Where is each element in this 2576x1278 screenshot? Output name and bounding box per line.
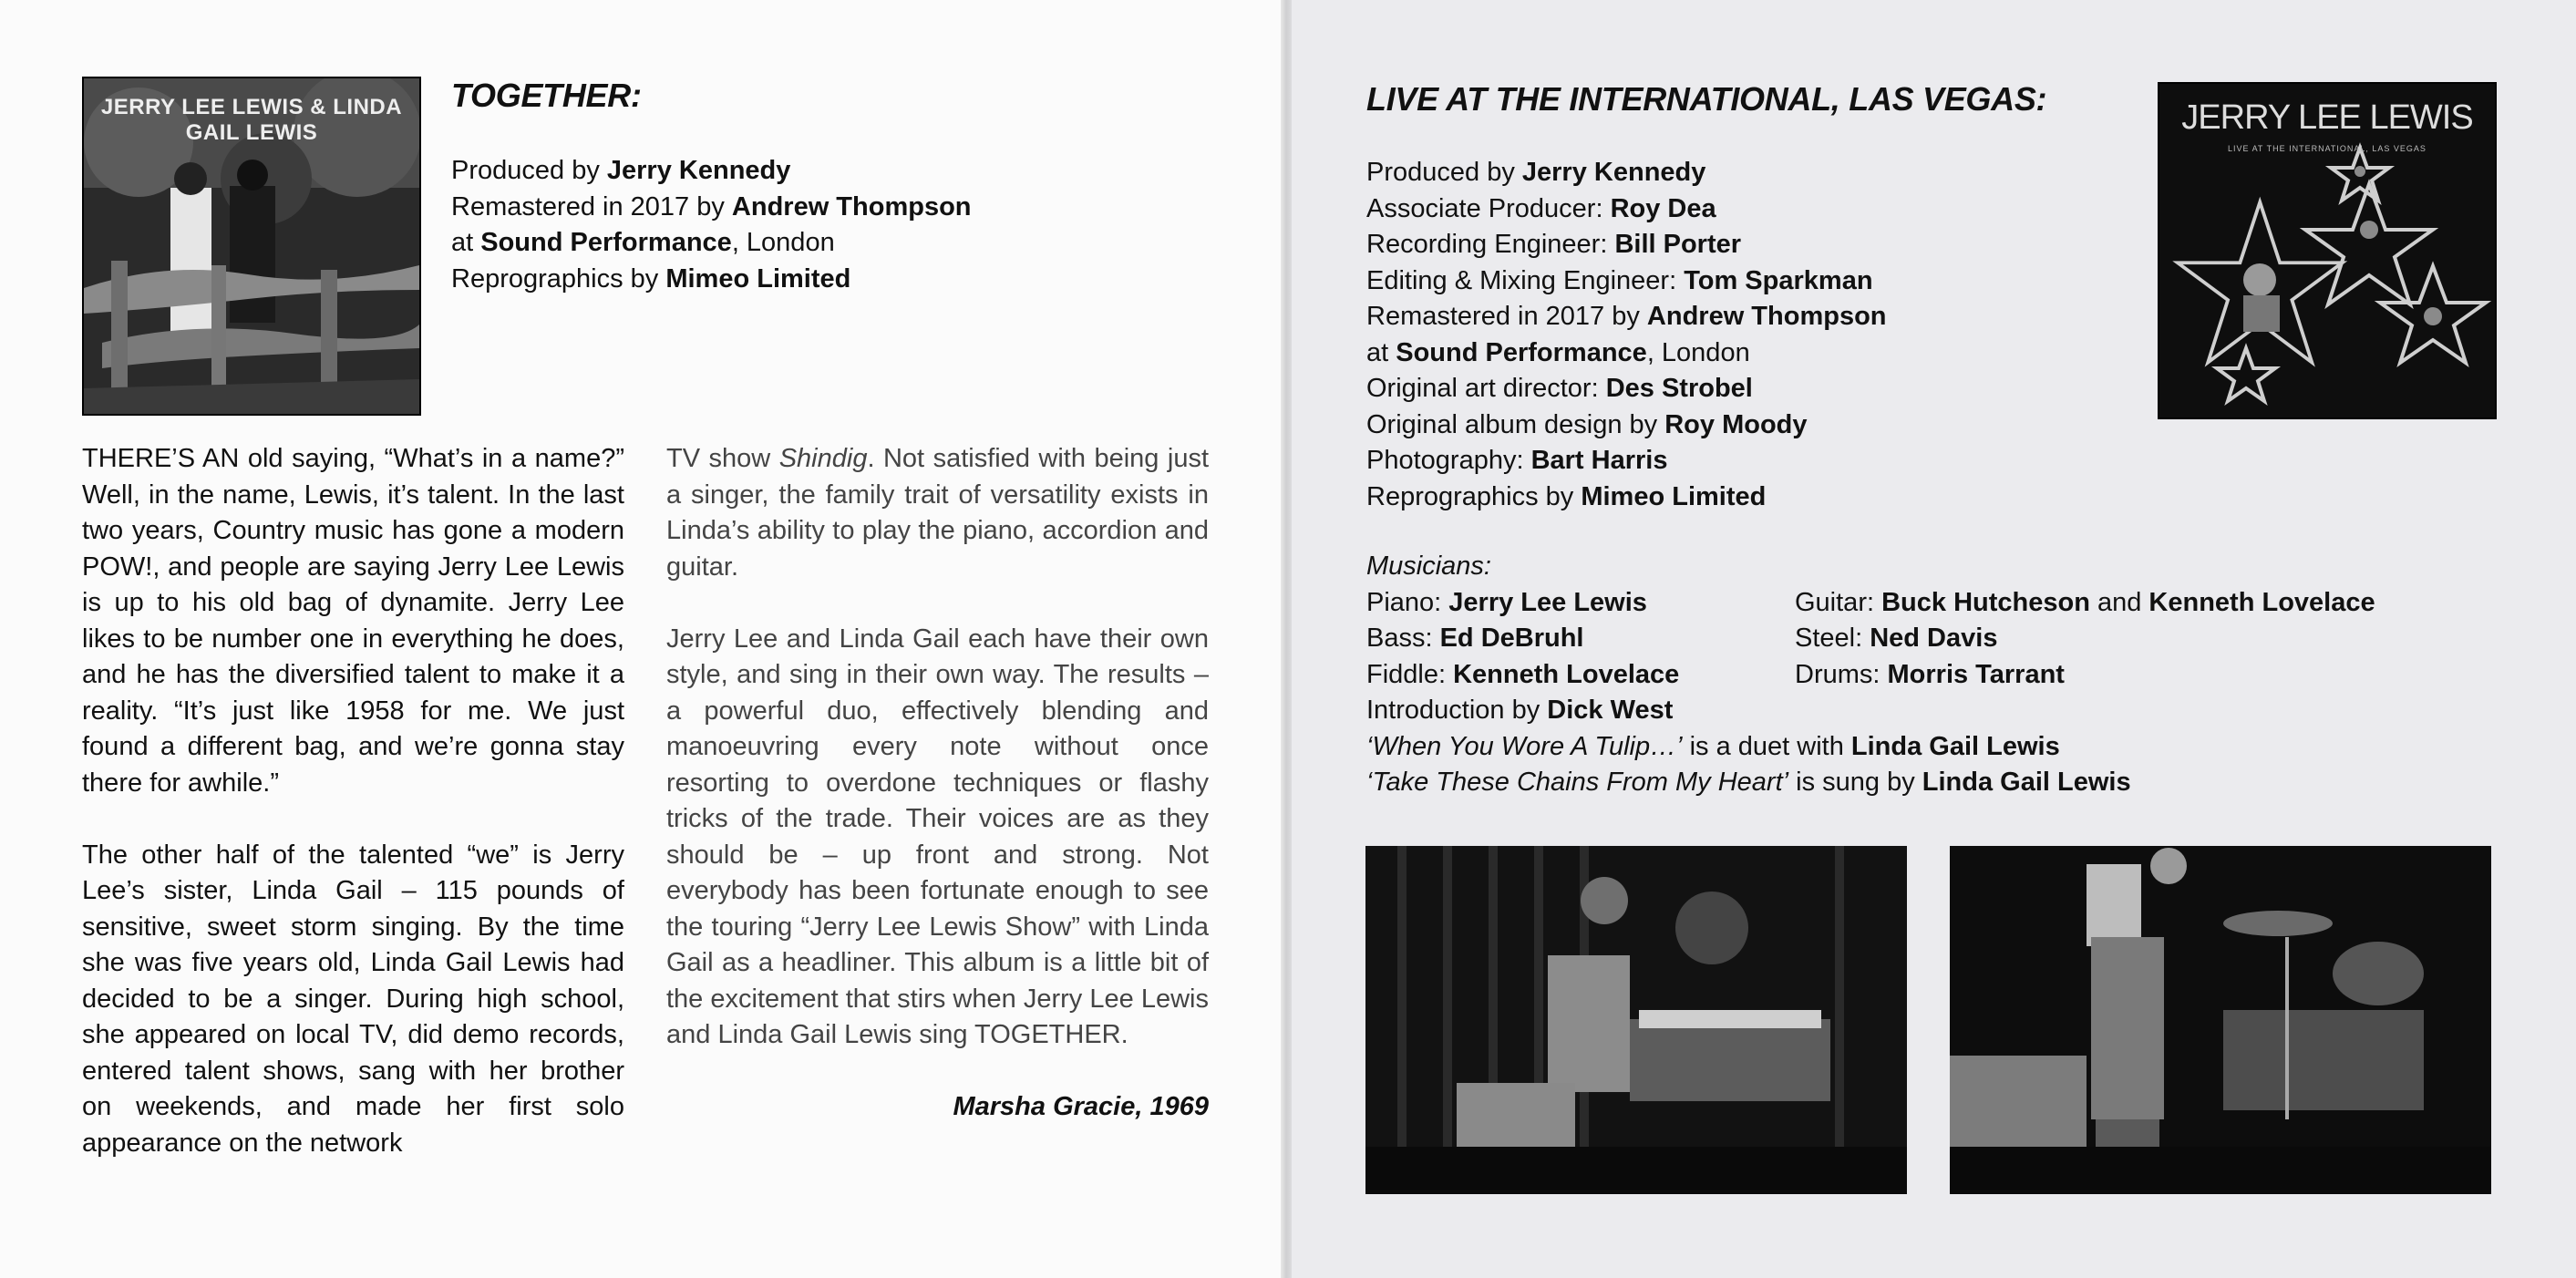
live-credits: [1366, 155, 1887, 515]
left-page: [0, 0, 1281, 1278]
together-credit-line: at Sound Performance, London: [451, 228, 835, 257]
together-heading: TOGETHER:: [451, 77, 642, 114]
introduction-credit: Introduction by Dick West: [1366, 696, 1674, 725]
liner-notes-signature: Marsha Gracie, 1969: [953, 1092, 1209, 1121]
liner-paragraph-3: TV show Shindig. Not satisfied with being just a singer, the family trait of versatility exists in Linda’s ability to play the piano, accordion and guitar.: [666, 444, 1210, 582]
together-credits: [451, 153, 972, 297]
live-album-cover: [2158, 82, 2497, 419]
together-cover-title: JERRY LEE LEWIS & LINDA GAIL LEWIS: [100, 95, 403, 145]
musician-credit: Fiddle: Kenneth Lovelace: [1366, 659, 1680, 689]
live-credit-line: Associate Producer: Roy Dea: [1366, 193, 1716, 223]
musicians-grid: [1366, 585, 2460, 694]
musicians-label: Musicians:: [1366, 551, 1491, 581]
musician-credit: Guitar: Buck Hutcheson and Kenneth Lovelace: [1795, 587, 2375, 617]
liner-paragraph-1: THERE’S AN old saying, “What’s in a name?” Well, in the name, Lewis, it’s talent. In the last two years, Country music has gone a modern POW!, and people are saying Jerry Lee Lewis is up to his old bag of dynamite. Jerry Lee likes to be number one in everything he does, and he has the diversified talent to make it a reality. “It’s just like 1958 for me. We just found a different bag, and we’re gonna stay there for awhile.”: [82, 444, 624, 798]
live-cover-subtitle: LIVE AT THE INTERNATIONAL, LAS VEGAS: [2228, 144, 2427, 153]
live-cover-title: JERRY LEE LEWIS: [2181, 98, 2473, 137]
live-heading: LIVE AT THE INTERNATIONAL, LAS VEGAS:: [1366, 80, 2047, 118]
sung-by-note: ‘Take These Chains From My Heart’ is sung by Linda Gail Lewis: [1366, 768, 2131, 797]
concert-photo-piano: [1365, 846, 1907, 1194]
musician-credit: Steel: Ned Davis: [1795, 624, 1998, 653]
live-credit-line: Original album design by Roy Moody: [1366, 409, 1808, 439]
together-album-cover: [82, 77, 421, 416]
together-credit-line: Produced by Jerry Kennedy: [451, 156, 791, 185]
duet-note: ‘When You Wore A Tulip…’ is a duet with Linda Gail Lewis: [1366, 731, 2060, 761]
standing-performance-illustration: [1950, 846, 2491, 1194]
musician-credit: Piano: Jerry Lee Lewis: [1366, 587, 1647, 617]
live-credit-line: Editing & Mixing Engineer: Tom Sparkman: [1366, 265, 1873, 295]
together-credit-line: Reprographics by Mimeo Limited: [451, 263, 851, 294]
live-credit-line: Remastered in 2017 by Andrew Thompson: [1366, 302, 1887, 331]
musicians-section: [1366, 549, 2460, 801]
live-credit-line: Original art director: Des Strobel: [1366, 374, 1753, 403]
together-credit-line: Remastered in 2017 by Andrew Thompson: [451, 191, 972, 222]
liner-notes-column-2: [666, 441, 1209, 1126]
live-credit-line: Photography: Bart Harris: [1366, 446, 1668, 475]
liner-notes-column-1: [82, 441, 624, 1161]
concert-photo-standing: [1950, 846, 2491, 1194]
live-credit-line: Produced by Jerry Kennedy: [1366, 158, 1706, 187]
musician-credit: Drums: Morris Tarrant: [1795, 659, 2065, 689]
liner-paragraph-2: The other half of the talented “we” is Jerry Lee’s sister, Linda Gail – 115 pounds of sensitive, sweet storm singing. By the time she was five years old, Linda Gail Lewis had decided to be a singer. During high school, she appeared on local TV, did demo records, entered talent shows, sang with her brother on weekends, and made her first solo appearance on the network: [82, 840, 624, 1158]
musician-credit: Bass: Ed DeBruhl: [1366, 624, 1584, 653]
live-credit-line: Recording Engineer: Bill Porter: [1366, 230, 1742, 259]
show-title-shindig: Shindig: [778, 444, 868, 473]
page-gutter: [1281, 0, 1292, 1278]
piano-performance-illustration: [1365, 846, 1907, 1194]
live-credit-line: at Sound Performance, London: [1366, 337, 1750, 367]
liner-paragraph-4: Jerry Lee and Linda Gail each have their own style, and sing in their own way. The results – a powerful duo, effectively blending and manoeuvring every note without once resorting to overdone techniques or flashy tricks of the trade. Their voices are as they should be – up front and strong. Not everybody has been fortunate enough to see the touring “Jerry Lee Lewis Show” with Linda Gail as a headliner. This album is a little bit of the excitement that stirs when Jerry Lee Lewis and Linda Gail Lewis sing TOGETHER.: [666, 624, 1209, 1049]
live-credit-line: Reprographics by Mimeo Limited: [1366, 481, 1767, 511]
